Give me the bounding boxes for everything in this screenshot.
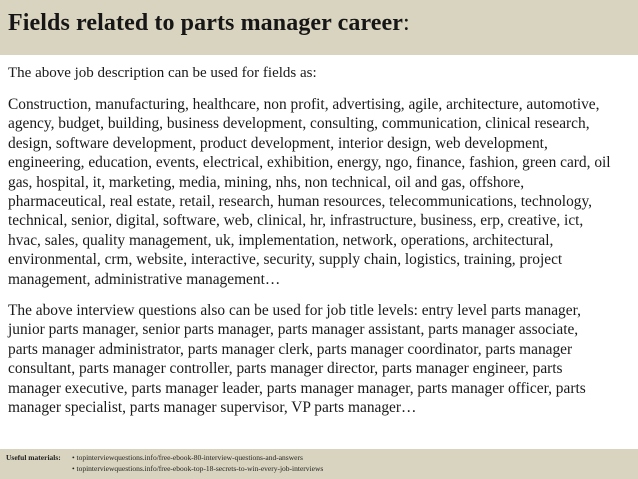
fields-line: environmental, crm, website, interactive, security, supply chain, logistics, training, project	[8, 251, 563, 269]
page-title-colon: :	[403, 10, 410, 36]
job-titles-line: parts manager administrator, parts manager clerk, parts manager coordinator, parts manager	[8, 340, 573, 358]
ebook-link-18-secrets[interactable]: • topinterviewquestions.info/free-ebook-top-18-secrets-to-win-every-job-interviews	[72, 464, 324, 473]
fields-line: management, administrative management…	[8, 270, 281, 288]
footer-row	[6, 452, 638, 463]
fields-line: design, software development, product development, interior design, web development,	[8, 134, 548, 152]
title-bar	[0, 0, 638, 55]
fields-line: gas, hospital, it, marketing, media, mining, nhs, non technical, oil and gas, offshore,	[8, 173, 525, 191]
useful-materials-label	[6, 452, 72, 463]
job-titles-paragraph	[8, 301, 634, 417]
fields-line: hvac, sales, quality management, uk, implementation, network, operations, architectural,	[8, 231, 554, 249]
job-titles-line: consultant, parts manager controller, parts manager director, parts manager engineer, parts	[8, 360, 563, 378]
fields-line: pharmaceutical, real estate, retail, research, human resources, telecommunications, technology,	[8, 193, 593, 211]
main-content	[8, 64, 634, 430]
page-title-text: Fields related to parts manager career	[8, 10, 404, 36]
job-titles-line: junior parts manager, senior parts manager, parts manager assistant, parts manager associate,	[8, 321, 579, 339]
fields-line: engineering, education, events, electrical, exhibition, energy, ngo, finance, fashion, green card, oil	[8, 154, 611, 172]
fields-line: Construction, manufacturing, healthcare, non profit, advertising, agile, architecture, automotive,	[8, 96, 600, 113]
job-titles-line: manager specialist, parts manager supervisor, VP parts manager…	[8, 399, 417, 417]
footer-bar	[0, 449, 638, 479]
ebook-link-80-questions[interactable]: • topinterviewquestions.info/free-ebook-80-interview-questions-and-answers	[72, 453, 303, 462]
fields-paragraph	[8, 95, 634, 289]
intro-text: The above job description can be used for fields as:	[8, 65, 317, 81]
job-titles-line: The above interview questions also can be used for job title levels: entry level parts manager,	[8, 302, 581, 320]
useful-materials-label-text: Useful materials	[6, 453, 59, 462]
fields-line: technical, senior, digital, software, web, clinical, hr, infrastructure, business, erp, creative, ict,	[8, 212, 584, 230]
fields-line: agency, budget, building, business development, consulting, communication, clinical research,	[8, 115, 590, 133]
page-title	[8, 10, 638, 37]
job-titles-line: manager executive, parts manager leader, parts manager manager, parts manager officer, parts	[8, 379, 586, 397]
useful-materials-separator: :	[58, 453, 61, 462]
footer-row	[6, 463, 638, 474]
